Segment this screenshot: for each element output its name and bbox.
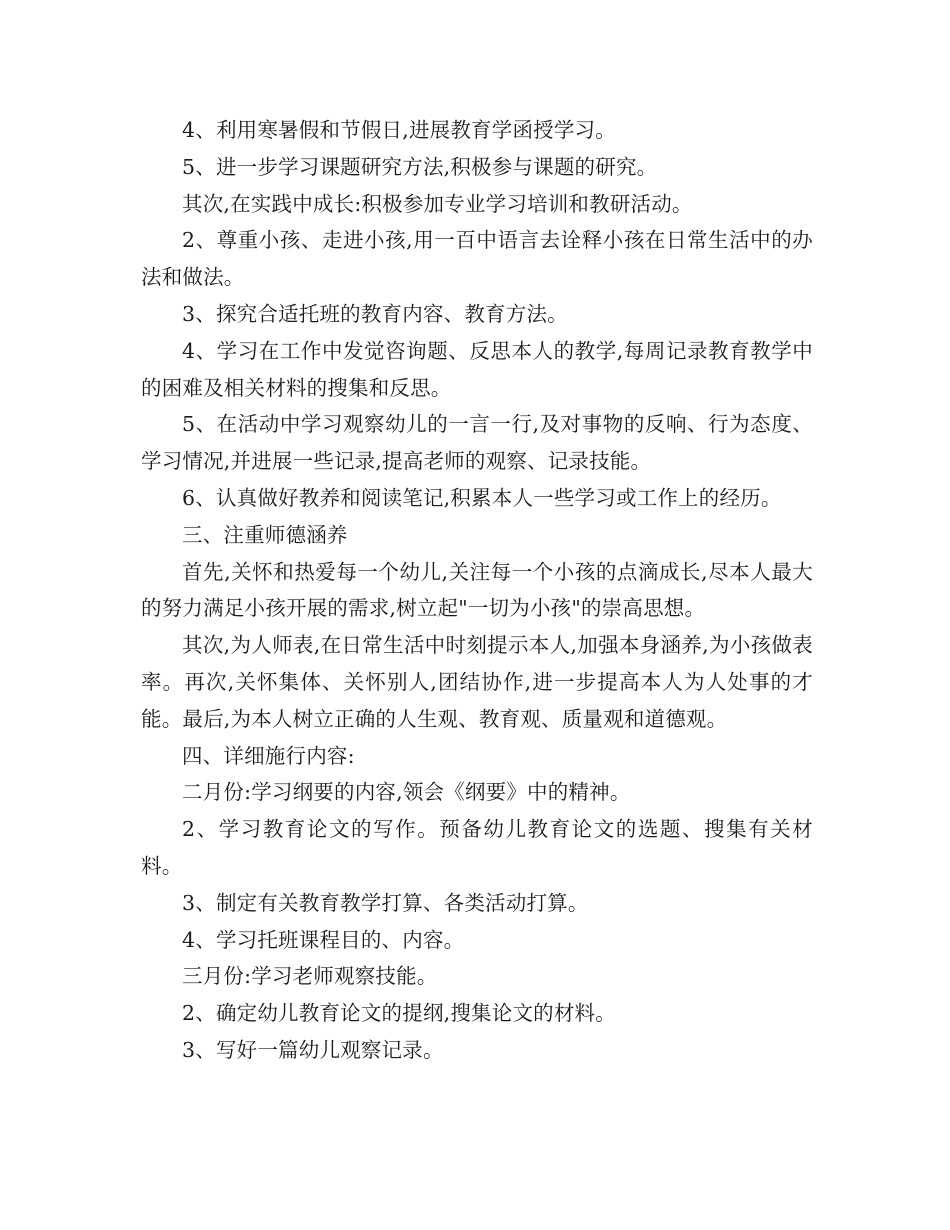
paragraph: 5、进一步学习课题研究方法,积极参与课题的研究。 <box>182 154 658 179</box>
section-heading: 四、详细施行内容: <box>182 743 355 768</box>
paragraph: 2、学习教育论文的写作。预备幼儿教育论文的选题、搜集有关材料。 <box>141 817 813 878</box>
paragraph: 其次,在实践中成长:积极参加专业学习培训和教研活动。 <box>182 191 693 216</box>
paragraph: 2、确定幼儿教育论文的提纲,搜集论文的材料。 <box>182 1001 616 1026</box>
paragraph: 3、探究合适托班的教育内容、教育方法。 <box>182 301 568 326</box>
paragraph: 5、在活动中学习观察幼儿的一言一行,及对事物的反响、行为态度、学习情况,并进展一些记录,提高老师的观察、记录技能。 <box>141 412 813 474</box>
paragraph: 4、利用寒暑假和节假日,进展教育学函授学习。 <box>182 118 616 142</box>
paragraph: 3、制定有关教育教学打算、各类活动打算。 <box>182 890 589 915</box>
paragraph: 二月份:学习纲要的内容,领会《纲要》中的精神。 <box>182 780 631 805</box>
paragraph: 其次,为人师表,在日常生活中时刻提示本人,加强本身涵养,为小孩做表率。再次,关怀集体、关怀别人,团结协作,进一步提高本人为人处事的才能。最后,为本人树立正确的人生观、教育观、质量观和道德观。 <box>141 633 813 731</box>
paragraph: 首先,关怀和热爱每一个幼儿,关注每一个小孩的点滴成长,尽本人最大的努力满足小孩开展的需求,树立起"一切为小孩"的崇高思想。 <box>141 559 813 621</box>
paragraph: 2、尊重小孩、走进小孩,用一百中语言去诠释小孩在日常生活中的办法和做法。 <box>141 228 813 290</box>
paragraph: 三月份:学习老师观察技能。 <box>182 964 438 989</box>
paragraph: 4、学习托班课程目的、内容。 <box>182 927 465 952</box>
section-heading: 三、注重师德涵养 <box>182 522 348 547</box>
paragraph: 6、认真做好教养和阅读笔记,积累本人一些学习或工作上的经历。 <box>182 485 782 510</box>
document-body <box>141 112 813 1069</box>
paragraph: 4、学习在工作中发觉咨询题、反思本人的教学,每周记录教育教学中的困难及相关材料的搜集和反思。 <box>141 338 813 400</box>
paragraph: 3、写好一篇幼儿观察记录。 <box>182 1037 444 1062</box>
